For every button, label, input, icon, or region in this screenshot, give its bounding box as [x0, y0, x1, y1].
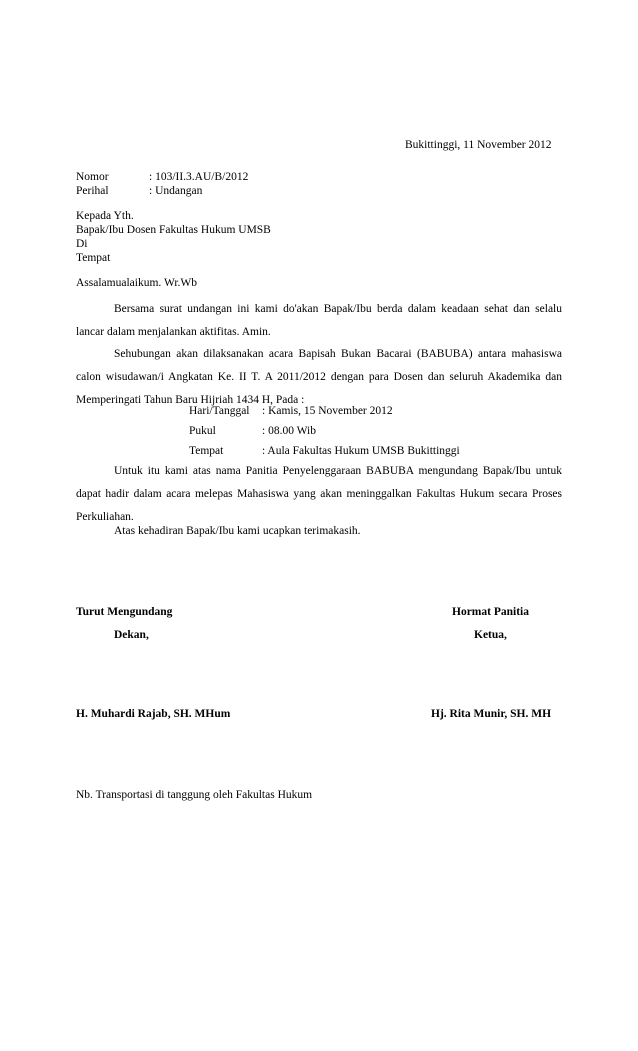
recipient-line: Di — [76, 238, 88, 250]
date-line: Bukittinggi, 11 November 2012 — [405, 139, 552, 151]
event-value: : Kamis, 15 November 2012 — [262, 405, 393, 417]
recipient-line: Bapak/Ibu Dosen Fakultas Hukum UMSB — [76, 224, 271, 236]
perihal-value: : Undangan — [149, 185, 203, 197]
sign-right-title: Hormat Panitia — [452, 606, 529, 618]
event-label: Hari/Tanggal — [189, 405, 250, 417]
recipient-line: Tempat — [76, 252, 111, 264]
paragraph-1: Bersama surat undangan ini kami do'akan Bapak/Ibu berda dalam keadaan sehat dan selalu lancar dalam menjalankan aktifitas. Amin. — [76, 303, 562, 338]
nomor-value: : 103/II.3.AU/B/2012 — [149, 171, 249, 183]
paragraph-4: Atas kehadiran Bapak/Ibu kami ucapkan terimakasih. — [114, 525, 361, 537]
event-value: : Aula Fakultas Hukum UMSB Bukittinggi — [262, 445, 460, 457]
event-value: : 08.00 Wib — [262, 425, 316, 437]
sign-right-name: Hj. Rita Munir, SH. MH — [431, 708, 552, 720]
sign-left-role: Dekan, — [114, 629, 149, 641]
sign-left-name: H. Muhardi Rajab, SH. MHum — [76, 708, 231, 720]
paragraph-2: Sehubungan akan dilaksanakan acara Bapisah Bukan Bacarai (BABUBA) antara mahasiswa calon wisudawan/i Angkatan Ke. II T. A 2011/2012 dengan para Dosen dan seluruh Akademika dan Memperingati Tahun Baru Hijriah 1434 H, Pada : — [76, 348, 562, 406]
sign-right-role: Ketua, — [474, 629, 507, 641]
perihal-label: Perihal — [76, 185, 109, 197]
recipient-line: Kepada Yth. — [76, 210, 134, 222]
greeting: Assalamualaikum. Wr.Wb — [76, 277, 198, 289]
event-label: Tempat — [189, 445, 224, 457]
paragraph-3: Untuk itu kami atas nama Panitia Penyelenggaraan BABUBA mengundang Bapak/Ibu untuk dapat hadir dalam acara melepas Mahasiswa yang akan meninggalkan Fakultas Hukum secara Proses Perkuliahan. — [76, 465, 562, 523]
nomor-label: Nomor — [76, 171, 109, 183]
event-label: Pukul — [189, 425, 216, 437]
footnote: Nb. Transportasi di tanggung oleh Fakultas Hukum — [76, 789, 313, 801]
sign-left-title: Turut Mengundang — [76, 606, 173, 618]
